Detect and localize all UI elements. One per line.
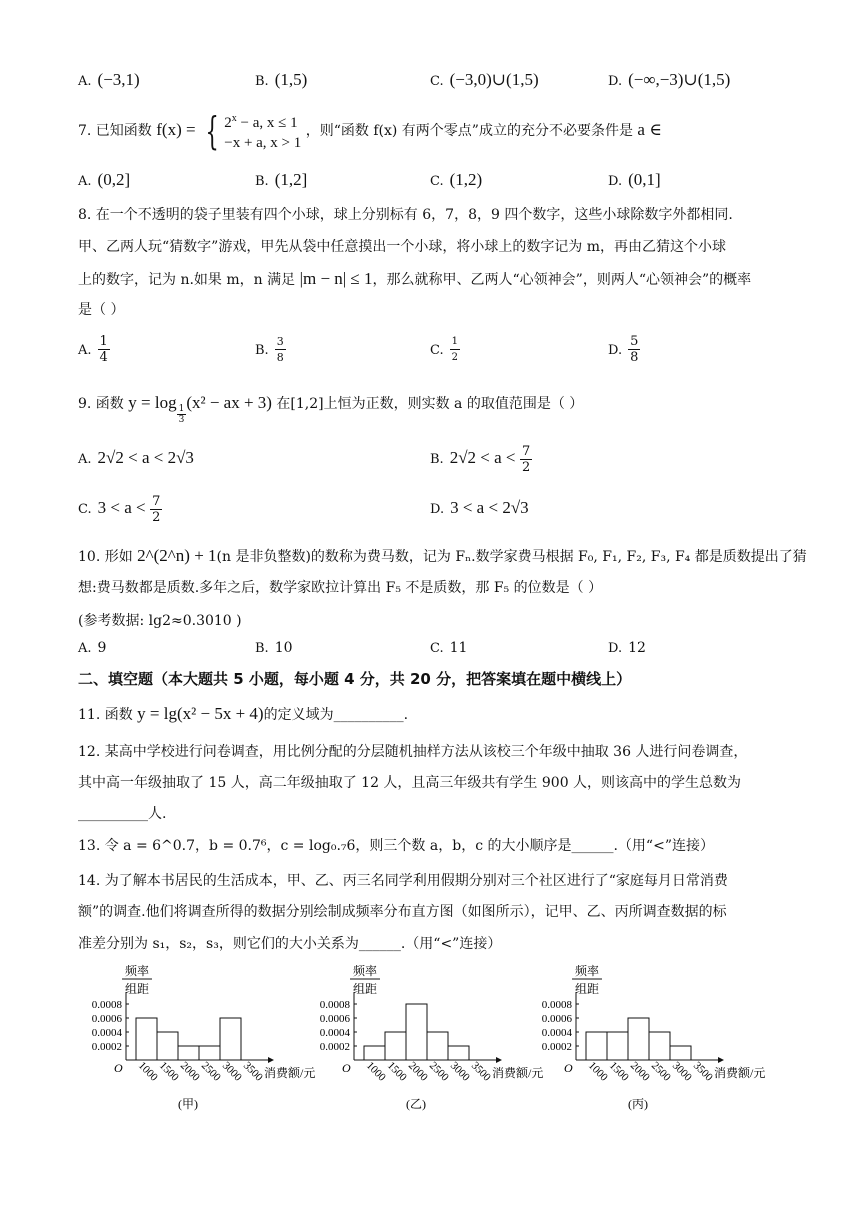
q14-line-1: 14. 为了解本书居民的生活成本，甲、乙、丙三名同学利用假期分别对三个社区进行了“家庭每月日常消费	[78, 873, 728, 889]
histogram-bing-svg	[524, 962, 774, 1112]
histogram-bar	[586, 1032, 607, 1060]
q10-options	[78, 634, 798, 662]
x-tick-label: 2500	[648, 1059, 673, 1084]
y-tick-label: 0.0004	[91, 1027, 122, 1039]
y-tick-label: 0.0006	[91, 1013, 122, 1025]
q8-line-4: 是（ ）	[78, 302, 125, 318]
q8-line-2: 甲、乙两人玩“猜数字”游戏，甲先从袋中任意摸出一个小球，将小球上的数字记为 m，再由乙猜这个小球	[78, 239, 727, 255]
q8-option-d: D. $\frac{5}{8}$	[608, 334, 639, 365]
histogram-bar	[670, 1046, 691, 1060]
q10-option-d: D. 12	[608, 640, 646, 656]
q7-stem: 7. 已知函数 f(x) = { $2^x - a$, x ≤ 1 −x + a, x > 1 ，则“函数 f(x) 有两个零点”成立的充分不必要条件是 a ∈	[78, 109, 662, 153]
q10-option-c: C. 11	[430, 640, 468, 656]
histogram-caption: (乙)	[406, 1097, 426, 1111]
y-tick-label: 0.0008	[541, 999, 572, 1011]
histogram-bar	[649, 1032, 670, 1060]
x-tick-label: 2000	[177, 1059, 202, 1084]
histogram-bar	[220, 1018, 241, 1060]
q9-options-row-2	[78, 488, 798, 528]
q7-option-d: D. (0,1]	[608, 170, 661, 189]
q9-option-a: A. 2√2 < a < 2√3	[78, 448, 194, 467]
q10-option-a: A. 9	[78, 640, 107, 656]
x-tick-label: 3500	[240, 1059, 265, 1084]
q7-piecewise: { $2^x - a$, x ≤ 1 −x + a, x > 1	[205, 109, 302, 153]
y-label-bottom: 组距	[124, 982, 150, 996]
histogram-bar	[157, 1032, 178, 1060]
q12-line-3: __________人.	[78, 806, 167, 822]
histogram-bar	[136, 1018, 157, 1060]
y-label-top: 频率	[352, 964, 378, 978]
q14-line-2: 额”的调查.他们将调查所得的数据分别绘制成频率分布直方图（如图所示），记甲、乙、丙所调查数据的标	[78, 904, 727, 920]
q14-line-3: 准差分别为 s₁，s₂，s₃，则它们的大小关系为______.（用“<”连接）	[78, 936, 502, 952]
histogram-bar	[448, 1046, 469, 1060]
q7-options	[78, 166, 798, 194]
origin-label: O	[114, 1061, 123, 1075]
x-tick-label: 3000	[447, 1059, 472, 1084]
histogram-bar	[628, 1018, 649, 1060]
x-tick-label: 2500	[198, 1059, 223, 1084]
histogram-bar	[178, 1046, 199, 1060]
origin-label: O	[342, 1061, 351, 1075]
origin-label: O	[564, 1061, 573, 1075]
x-tick-label: 2500	[426, 1059, 451, 1084]
q9-option-c: C. 3 < a < $\frac{7}{2}$	[78, 493, 161, 525]
q10-line-2: 想:费马数都是质数.多年之后，数学家欧拉计算出 F₅ 不是质数，那 F₅ 的位数是（ ）	[78, 580, 603, 596]
y-tick-label: 0.0002	[91, 1041, 122, 1053]
y-tick-label: 0.0004	[541, 1027, 572, 1039]
x-tick-label: 1500	[156, 1059, 181, 1084]
x-tick-label: 3000	[219, 1059, 244, 1084]
q12-line-1: 12. 某高中学校进行问卷调查，用比例分配的分层随机抽样方法从该校三个年级中抽取 36 人进行问卷调查，	[78, 744, 748, 760]
histogram-bar	[406, 1004, 427, 1060]
q9-stem: 9. 函数 y = log $\frac{1}{3}$ (x² − ax + 3) 在[1,2]上恒为正数，则实数 a 的取值范围是（ ）	[78, 393, 584, 425]
y-tick-label: 0.0002	[319, 1041, 350, 1053]
x-tick-label: 3500	[690, 1059, 715, 1084]
y-tick-label: 0.0004	[319, 1027, 350, 1039]
q8-option-c: C. $\frac{1}{2}$	[430, 336, 458, 363]
histogram-bar	[385, 1032, 406, 1060]
q10-line-1: 10. 形如 2^(2^n) + 1(n 是非负整数)的数称为费马数，记为 Fₙ.数学家费马根据 F₀, F₁, F₂, F₃, F₄ 都是质数提出了猜	[78, 546, 807, 565]
y-tick-label: 0.0002	[541, 1041, 572, 1053]
x-tick-label: 1500	[384, 1059, 409, 1084]
q13-stem: 13. 令 a = 6^0.7，b = 0.7⁶，c = log₀.₇6，则三个数 a，b，c 的大小顺序是______.（用“<”连接）	[78, 838, 714, 854]
q8-option-a: A. $\frac{1}{4}$	[78, 334, 108, 365]
q7-option-b: B. (1,2]	[255, 170, 308, 189]
q7-option-a: A. (0,2]	[78, 170, 131, 189]
x-tick-label: 2000	[405, 1059, 430, 1084]
x-tick-label: 3500	[468, 1059, 493, 1084]
x-tick-label: 1500	[606, 1059, 631, 1084]
histogram-bar	[364, 1046, 385, 1060]
q12-line-2: 其中高一年级抽取了 15 人，高二年级抽取了 12 人，且高三年级共有学生 900 人，则该高中的学生总数为	[78, 775, 742, 791]
histogram-bing	[524, 962, 774, 1116]
y-label-bottom: 组距	[574, 982, 600, 996]
q10-line-3: (参考数据: lg2≈0.3010 )	[78, 613, 242, 629]
x-axis-arrow	[268, 1057, 274, 1063]
q6-option-a: A. (−3,1)	[78, 70, 140, 89]
x-axis-arrow	[496, 1057, 502, 1063]
y-tick-label: 0.0008	[319, 999, 350, 1011]
histogram-bar	[199, 1046, 220, 1060]
q9-options-row-1	[78, 438, 798, 478]
y-tick-label: 0.0006	[541, 1013, 572, 1025]
y-label-top: 频率	[574, 964, 600, 978]
x-tick-label: 3000	[669, 1059, 694, 1084]
y-tick-label: 0.0006	[319, 1013, 350, 1025]
histogram-jia	[74, 962, 316, 1116]
x-tick-label: 1000	[363, 1059, 388, 1084]
histogram-caption: (甲)	[178, 1097, 198, 1111]
histogram-bar	[607, 1032, 628, 1060]
q6-option-b: B. (1,5)	[255, 70, 308, 89]
y-label-top: 频率	[124, 964, 150, 978]
x-tick-label: 1000	[585, 1059, 610, 1084]
q6-option-d: D. (−∞,−3)∪(1,5)	[608, 70, 731, 89]
q9-option-b: B. 2√2 < a < $\frac{7}{2}$	[430, 443, 531, 475]
histogram-yi-svg	[302, 962, 544, 1112]
q8-line-1: 8. 在一个不透明的袋子里装有四个小球，球上分别标有 6，7，8，9 四个数字，这些小球除数字外都相同.	[78, 207, 733, 223]
y-tick-label: 0.0008	[91, 999, 122, 1011]
histogram-bar	[427, 1032, 448, 1060]
x-axis-label: 消费额/元	[714, 1066, 766, 1080]
x-tick-label: 1000	[135, 1059, 160, 1084]
x-axis-label: 消费额/元	[264, 1066, 316, 1080]
x-axis-label: 消费额/元	[492, 1066, 544, 1080]
histogram-jia-svg	[74, 962, 316, 1112]
q6-option-c: C. (−3,0)∪(1,5)	[430, 70, 539, 89]
q6-options	[78, 66, 798, 94]
q9-option-d: D. 3 < a < 2√3	[430, 498, 529, 517]
q11-stem: 11. 函数 y = lg(x² − 5x + 4)的定义域为__________.	[78, 704, 409, 723]
q8-options	[78, 334, 798, 372]
section-2-heading: 二、填空题（本大题共 5 小题，每小题 4 分，共 20 分，把答案填在题中横线上）	[78, 670, 632, 688]
x-tick-label: 2000	[627, 1059, 652, 1084]
histogram-caption: (丙)	[628, 1097, 648, 1111]
y-label-bottom: 组距	[352, 982, 378, 996]
x-axis-arrow	[718, 1057, 724, 1063]
q8-option-b: B. $\frac{3}{8}$	[255, 335, 284, 364]
q8-line-3: 上的数字，记为 n.如果 m，n 满足 |m − n| ≤ 1，那么就称甲、乙两人“心领神会”，则两人“心领神会”的概率	[78, 269, 752, 288]
q10-option-b: B. 10	[255, 640, 293, 656]
q7-option-c: C. (1,2)	[430, 170, 483, 189]
histogram-yi	[302, 962, 544, 1116]
